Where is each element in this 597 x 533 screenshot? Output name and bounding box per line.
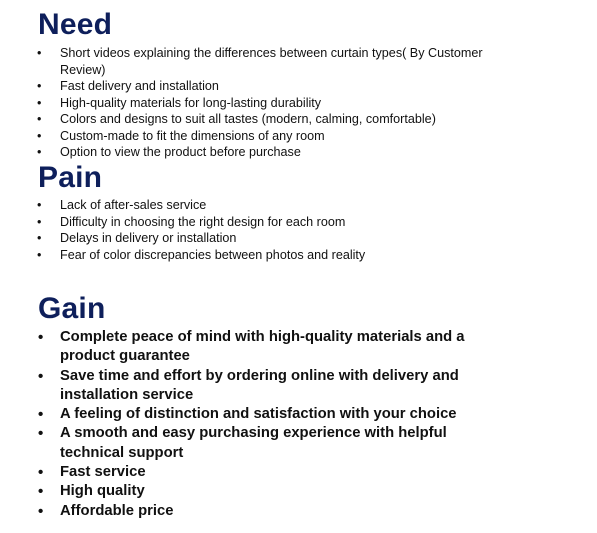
bullet-icon: •	[38, 483, 44, 501]
need-item-text: High-quality materials for long-lasting durability	[60, 95, 322, 110]
pain-item-text: Fear of color discrepancies between photos and reality	[60, 247, 366, 262]
list-item	[0, 367, 505, 406]
bullet-icon: •	[38, 425, 44, 443]
need-heading: Need	[38, 8, 113, 41]
list-item	[0, 128, 490, 145]
bullet-icon: •	[37, 112, 42, 126]
list-item	[0, 95, 490, 112]
bullet-icon: •	[37, 95, 42, 110]
list-item	[0, 45, 490, 78]
bullet-icon: •	[38, 502, 44, 520]
need-item-text: Short videos explaining the differences between curtain types( By Customer Review)	[60, 46, 483, 77]
bullet-icon: •	[37, 46, 42, 60]
list-item	[0, 214, 490, 231]
gain-item-text: A smooth and easy purchasing experience with helpful technical support	[60, 425, 447, 461]
bullet-icon: •	[37, 198, 42, 212]
bullet-icon: •	[37, 128, 42, 143]
list-item	[0, 502, 505, 521]
need-item-text: Fast delivery and installation	[60, 79, 219, 93]
list-item	[0, 230, 490, 247]
pain-heading: Pain	[38, 161, 103, 194]
list-item	[0, 405, 505, 424]
gain-item-text: A feeling of distinction and satisfaction with your choice	[60, 406, 457, 423]
gain-item-text: Affordable price	[60, 502, 174, 519]
need-item-text: Colors and designs to suit all tastes (modern, calming, comfortable)	[60, 112, 436, 126]
bullet-icon: •	[37, 247, 42, 262]
bullet-icon: •	[38, 329, 44, 346]
pain-item-text: Lack of after-sales service	[60, 198, 207, 212]
need-list	[0, 45, 490, 161]
bullet-icon: •	[38, 406, 44, 424]
gain-item-text: Fast service	[60, 464, 146, 481]
list-item	[0, 463, 505, 482]
list-item	[0, 111, 490, 128]
gain-list	[0, 328, 505, 521]
gain-item-text: Save time and effort by ordering online with delivery and installation service	[60, 367, 459, 403]
list-item	[0, 197, 490, 214]
list-item	[0, 144, 490, 161]
bullet-icon: •	[38, 367, 44, 385]
gain-item-text: Complete peace of mind with high-quality materials and a product guarantee	[60, 329, 465, 365]
bullet-icon: •	[38, 464, 44, 482]
list-item	[0, 78, 490, 95]
gain-item-text: High quality	[60, 483, 145, 500]
list-item	[0, 247, 490, 264]
bullet-icon: •	[37, 214, 42, 229]
bullet-icon: •	[37, 145, 42, 159]
pain-item-text: Delays in delivery or installation	[60, 231, 237, 245]
list-item	[0, 424, 505, 463]
bullet-icon: •	[37, 231, 42, 245]
list-item	[0, 482, 505, 501]
list-item	[0, 328, 505, 367]
need-item-text: Custom-made to fit the dimensions of any room	[60, 128, 325, 143]
bullet-icon: •	[37, 79, 42, 93]
gain-heading: Gain	[38, 292, 106, 325]
pain-item-text: Difficulty in choosing the right design for each room	[60, 214, 346, 229]
need-item-text: Option to view the product before purchase	[60, 145, 301, 159]
pain-list	[0, 197, 490, 263]
